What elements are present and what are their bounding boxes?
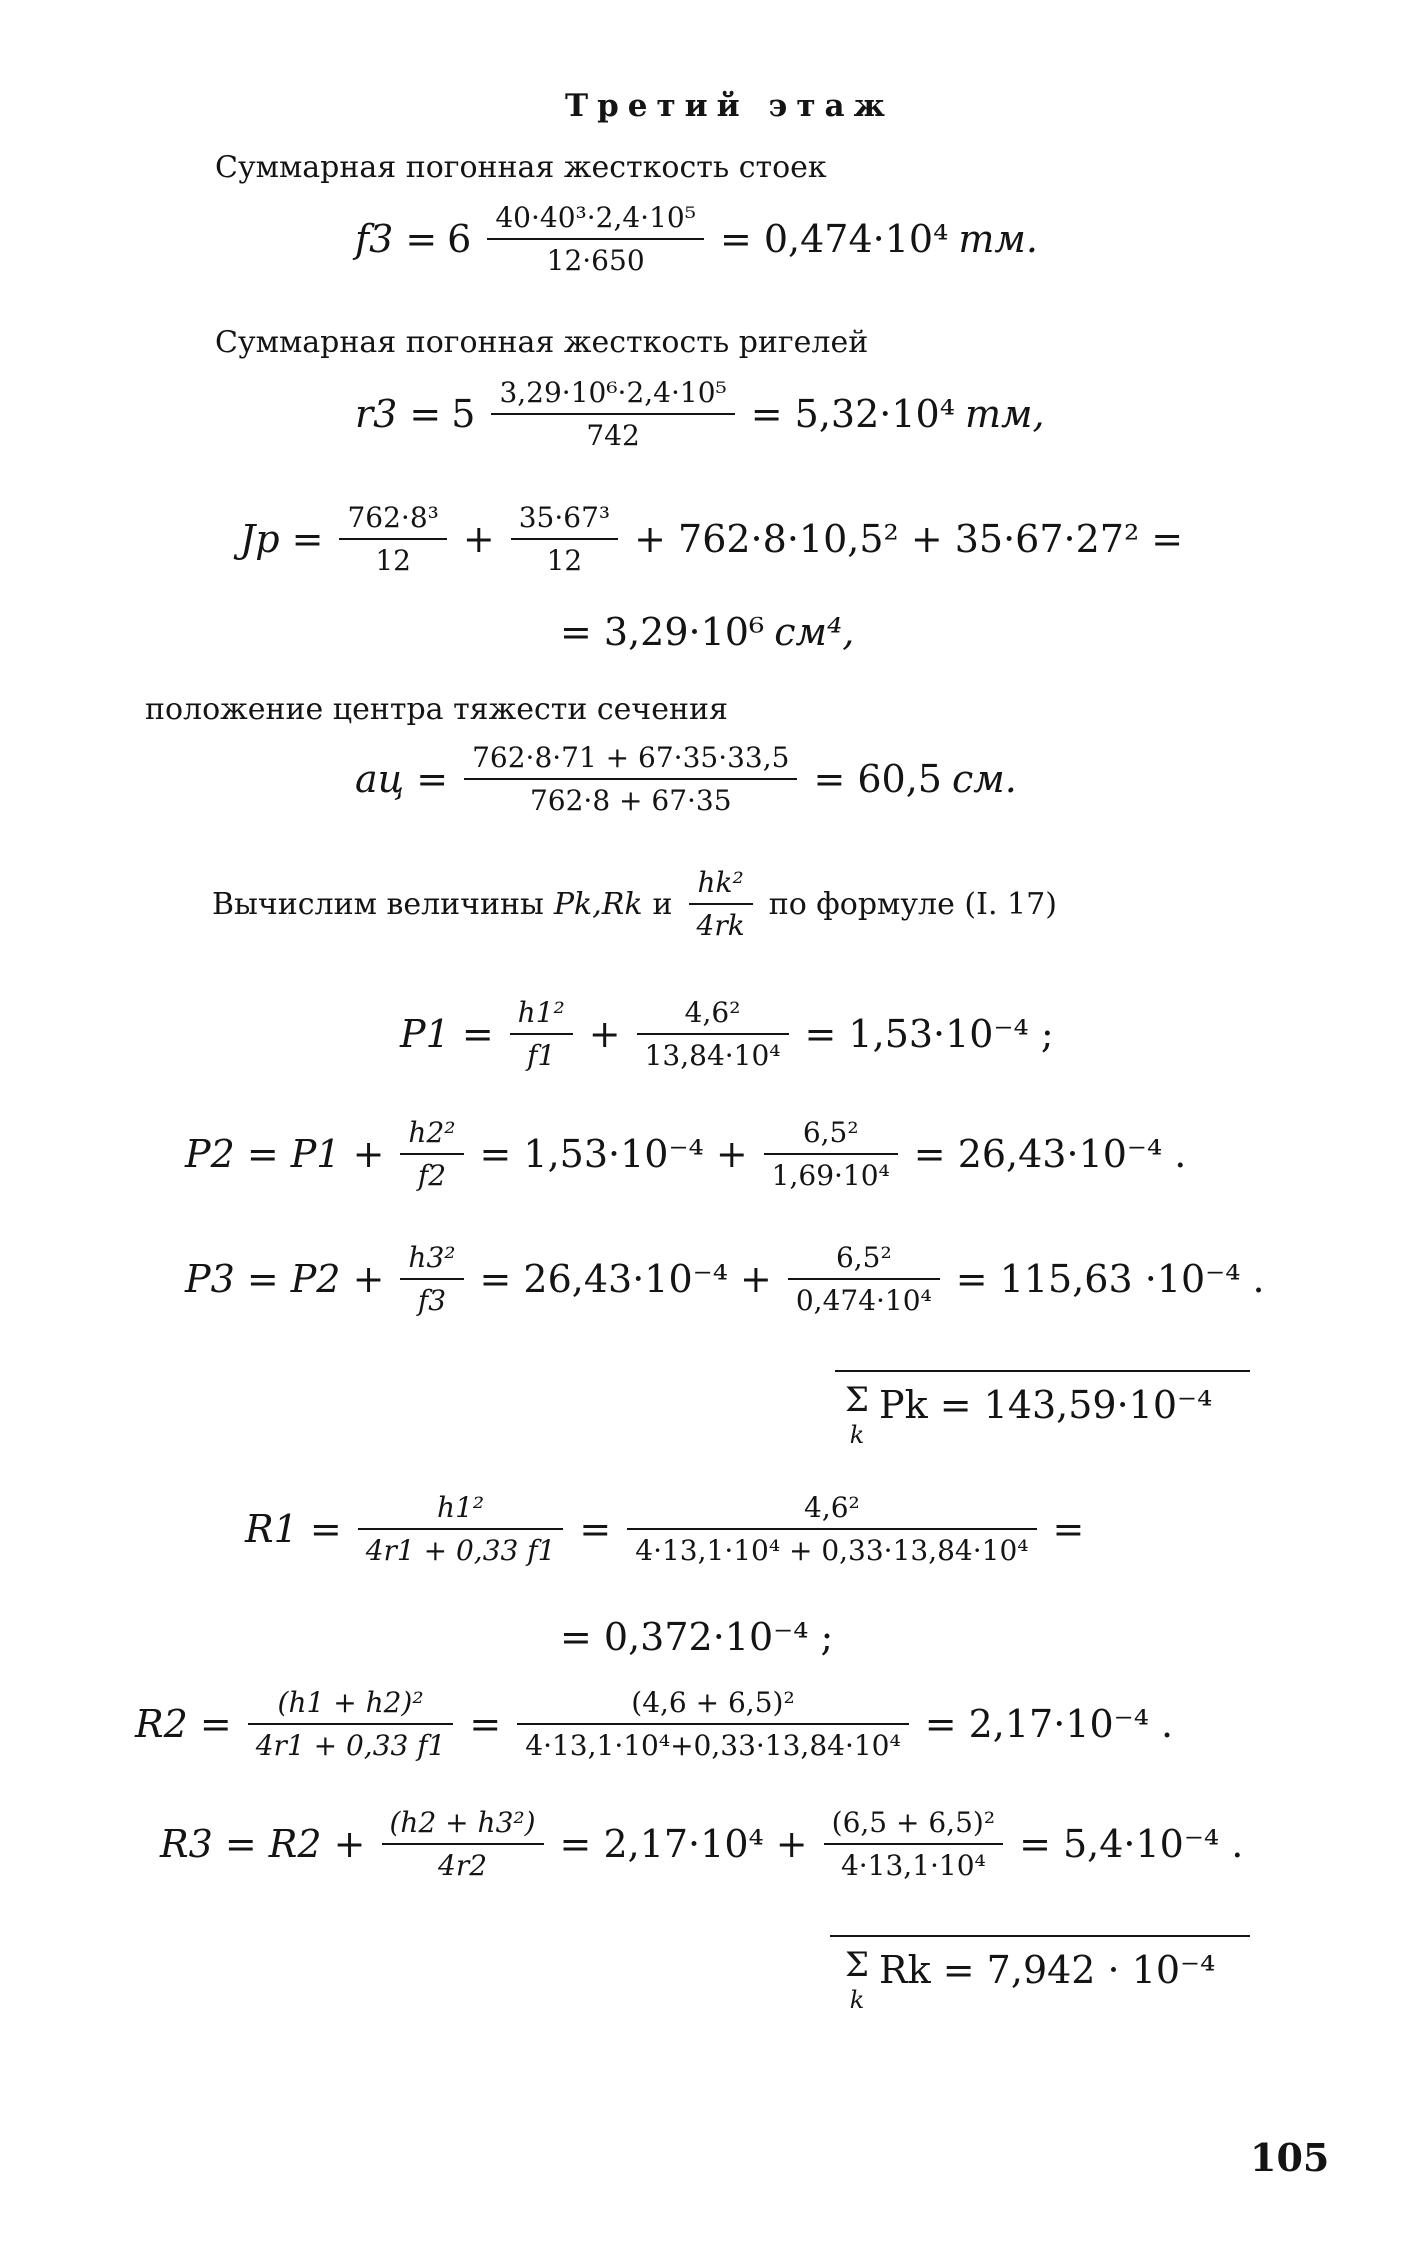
plus-sign: +: [462, 517, 495, 561]
section-heading: Третий этаж: [565, 88, 894, 124]
sum-rule: [835, 1370, 1250, 1372]
eq-line2: = 0,372·10⁻⁴ ;: [560, 1615, 834, 1659]
eq-lhs: P2 = P1 +: [185, 1132, 385, 1176]
equation-p2: [185, 1115, 1186, 1193]
numerator: (h2 + h3²): [389, 1806, 536, 1839]
equation-jp: [240, 500, 1183, 578]
fraction-bar: [510, 1033, 573, 1035]
fraction-bar: [400, 1153, 463, 1155]
eq-lhs: aц =: [355, 757, 449, 801]
sigma-symbol: [845, 1945, 870, 2014]
equation-r1-result: [560, 1615, 833, 1659]
eq-unit: тм,: [964, 392, 1045, 436]
numerator: 35·67³: [518, 501, 611, 534]
text-stiffness-columns: Суммарная погонная жесткость стоек: [215, 150, 827, 185]
fraction-bar: [339, 538, 446, 540]
compute-suffix: по формуле (I. 17): [768, 886, 1057, 922]
numerator: hk²: [697, 866, 744, 899]
eq-rhs: = 60,5: [813, 757, 942, 801]
fraction-bar: [824, 1843, 1003, 1845]
compute-prefix: Вычислим величины: [212, 886, 544, 922]
denominator: 762·8 + 67·35: [529, 784, 732, 817]
sum-expression: Rk = 7,942 · 10⁻⁴: [879, 1948, 1216, 1992]
sum-rule: [830, 1935, 1250, 1937]
fraction-bar: [491, 413, 734, 415]
fraction-bar: [764, 1153, 898, 1155]
equation-r3b: [160, 1805, 1243, 1883]
numerator: 3,29·10⁶·2,4·10⁵: [499, 376, 727, 409]
eq-rhs: = 115,63 ·10⁻⁴ .: [955, 1257, 1265, 1301]
numerator: h3²: [408, 1241, 456, 1274]
eq-rhs: = 26,43·10⁻⁴ .: [913, 1132, 1187, 1176]
fraction-bar: [464, 778, 797, 780]
denominator: f1: [527, 1039, 556, 1072]
equation-r2: [135, 1685, 1173, 1763]
equation-f3: [355, 200, 1038, 278]
sum-expression: Pk = 143,59·10⁻⁴: [879, 1383, 1213, 1427]
fraction: [511, 500, 618, 578]
fraction: [824, 1805, 1003, 1883]
denominator: 4·13,1·10⁴ + 0,33·13,84·10⁴: [635, 1534, 1029, 1567]
fraction-bar: [358, 1528, 564, 1530]
eq-lhs: r3 =: [355, 392, 442, 436]
numerator: h1²: [517, 996, 565, 1029]
eq-lhs: R2 =: [135, 1702, 232, 1746]
fraction-bar: [517, 1723, 908, 1725]
fraction: [788, 1240, 940, 1318]
fraction-bar: [788, 1278, 940, 1280]
denominator: 4r1 + 0,33 f1: [255, 1729, 446, 1762]
numerator: h2²: [408, 1116, 456, 1149]
numerator: (6,5 + 6,5)²: [831, 1806, 996, 1839]
equation-r3: [355, 375, 1045, 453]
eq-rhs: = 0,474·10⁴: [719, 217, 949, 261]
equation-ac: [355, 740, 1017, 818]
denominator: 1,69·10⁴: [771, 1159, 890, 1192]
numerator: 762·8³: [347, 501, 439, 534]
denominator: 12: [546, 544, 583, 577]
sum-p: [845, 1380, 1213, 1449]
fraction: [510, 995, 573, 1073]
eq-sign: =: [469, 1702, 502, 1746]
denominator: 12·650: [546, 244, 645, 277]
numerator: 4,6²: [684, 996, 741, 1029]
fraction-bar: [400, 1278, 463, 1280]
eq-rhs: =: [1052, 1507, 1085, 1551]
fraction: [464, 740, 797, 818]
fraction-bar: [487, 238, 704, 240]
eq-rhs: = 5,4·10⁻⁴ .: [1019, 1822, 1244, 1866]
eq-line2: = 3,29·10⁶: [560, 610, 765, 654]
numerator: (4,6 + 6,5)²: [631, 1686, 795, 1719]
sigma-index: k: [849, 1421, 865, 1449]
fraction: [339, 500, 446, 578]
numerator: 4,6²: [804, 1491, 860, 1524]
equation-p3: [185, 1240, 1265, 1318]
sum-r: [845, 1945, 1216, 2014]
page-number: 105: [1250, 2135, 1330, 2180]
denominator: 4r1 + 0,33 f1: [365, 1534, 556, 1567]
sigma-index: k: [849, 1986, 865, 2014]
equation-r1: [245, 1490, 1084, 1568]
eq-coef: 6: [447, 217, 472, 261]
numerator: (h1 + h2)²: [277, 1686, 424, 1719]
numerator: h1²: [437, 1491, 485, 1524]
eq-unit: тм.: [958, 217, 1038, 261]
equation-jp-result: [560, 610, 854, 654]
eq-rhs: = 1,53·10⁻⁴ ;: [804, 1012, 1054, 1056]
denominator: 4·13,1·10⁴: [840, 1849, 986, 1882]
eq-sign: =: [579, 1507, 612, 1551]
eq-mid: = 26,43·10⁻⁴ +: [479, 1257, 772, 1301]
compute-line: [212, 865, 1057, 943]
fraction: [689, 865, 753, 943]
fraction: [491, 375, 734, 453]
fraction: [248, 1685, 454, 1763]
plus-sign: +: [588, 1012, 621, 1056]
denominator: 12: [375, 544, 411, 577]
fraction-bar: [627, 1528, 1036, 1530]
denominator: 4·13,1·10⁴+0,33·13,84·10⁴: [525, 1729, 901, 1762]
denominator: 4r2: [438, 1849, 488, 1882]
fraction-bar: [689, 903, 753, 905]
eq-unit: см⁴,: [774, 610, 855, 654]
compute-and: и: [652, 886, 673, 922]
denominator: f3: [417, 1284, 447, 1317]
numerator: 762·8·71 + 67·35·33,5: [472, 741, 790, 774]
fraction: [627, 1490, 1036, 1568]
compute-vars: Pk,Rk: [553, 886, 643, 922]
numerator: 6,5²: [802, 1116, 859, 1149]
eq-lhs: R1 =: [245, 1507, 342, 1551]
fraction-bar: [511, 538, 618, 540]
eq-tail: + 762·8·10,5² + 35·67·27² =: [634, 517, 1184, 561]
eq-lhs: P1 =: [400, 1012, 494, 1056]
numerator: 6,5²: [835, 1241, 892, 1274]
eq-coef: 5: [451, 392, 476, 436]
denominator: 0,474·10⁴: [795, 1284, 932, 1317]
text-centroid: положение центра тяжести сечения: [145, 692, 728, 727]
denominator: 4rk: [696, 909, 745, 942]
eq-lhs: Jр =: [240, 517, 324, 561]
fraction: [764, 1115, 898, 1193]
sigma-symbol: [845, 1380, 870, 1449]
eq-rhs: = 5,32·10⁴: [750, 392, 955, 436]
eq-mid: = 1,53·10⁻⁴ +: [479, 1132, 748, 1176]
denominator: f2: [417, 1159, 447, 1192]
equation-p1: [400, 995, 1054, 1073]
denominator: 742: [586, 419, 640, 452]
fraction-bar: [382, 1843, 544, 1845]
fraction: [517, 1685, 908, 1763]
fraction: [400, 1115, 463, 1193]
eq-unit: см.: [951, 757, 1017, 801]
fraction-bar: [248, 1723, 454, 1725]
fraction: [358, 1490, 564, 1568]
fraction: [382, 1805, 544, 1883]
fraction-bar: [637, 1033, 789, 1035]
fraction: [637, 995, 789, 1073]
eq-lhs: f3 =: [355, 217, 438, 261]
numerator: 40·40³·2,4·10⁵: [495, 201, 696, 234]
text-stiffness-girders: Суммарная погонная жесткость ригелей: [215, 325, 869, 360]
eq-rhs: = 2,17·10⁻⁴ .: [924, 1702, 1174, 1746]
sigma-sign: Σ: [845, 1945, 870, 1985]
eq-lhs: P3 = P2 +: [185, 1257, 385, 1301]
denominator: 13,84·10⁴: [644, 1039, 781, 1072]
fraction: [400, 1240, 463, 1318]
eq-lhs: R3 = R2 +: [160, 1822, 366, 1866]
sigma-sign: Σ: [845, 1380, 870, 1420]
eq-mid: = 2,17·10⁴ +: [559, 1822, 808, 1866]
fraction: [487, 200, 704, 278]
